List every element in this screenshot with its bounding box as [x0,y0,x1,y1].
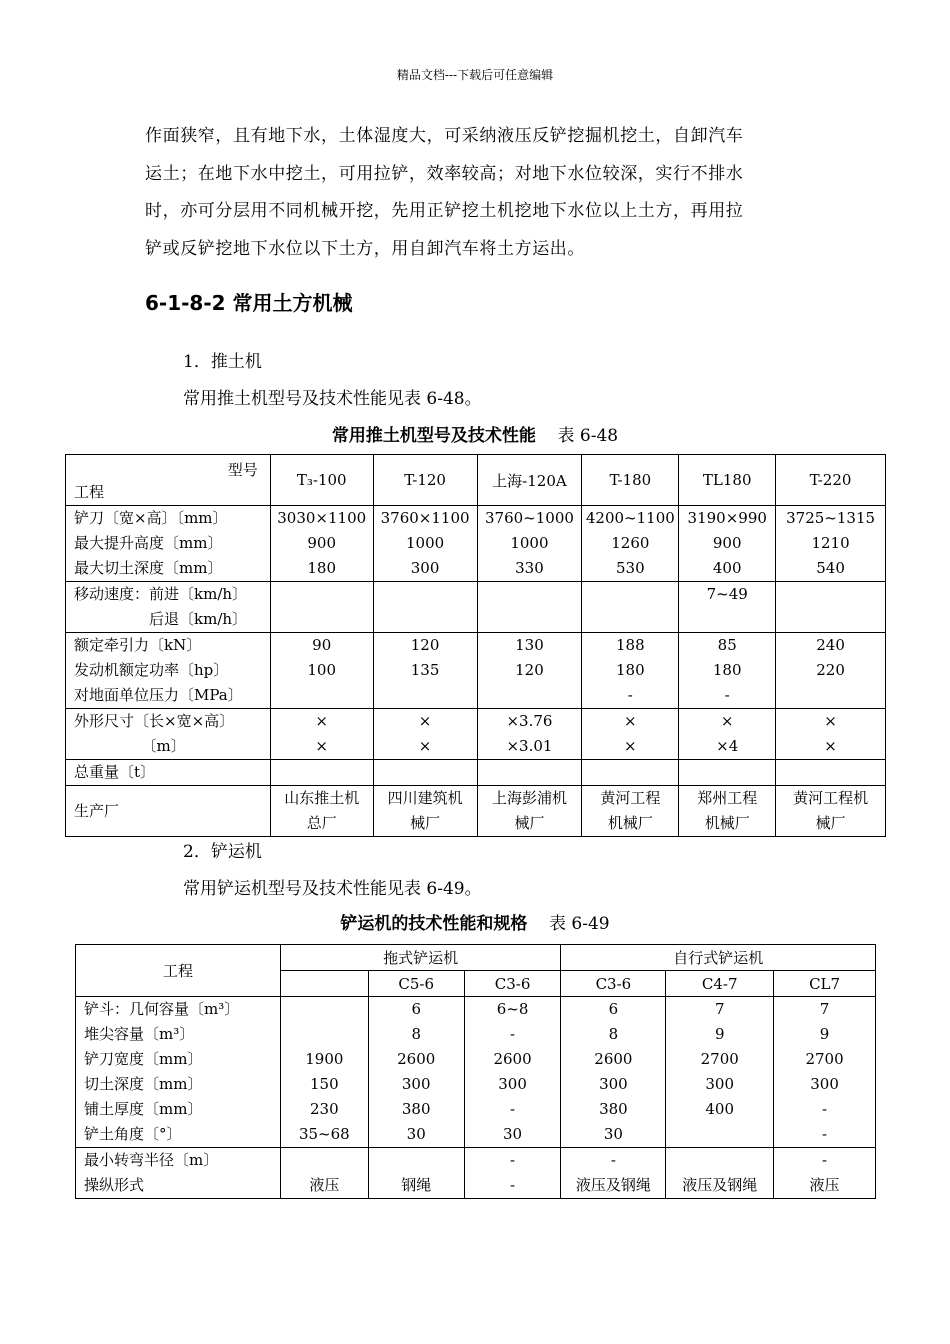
table-cell: 3760×1100 1000 300 [373,506,477,582]
intro-line: 时，亦可分层用不同机械开挖，先用正铲挖土机挖地下水位以上土方，再用拉 [145,201,744,221]
model-header-cell: C5-6 [368,971,464,997]
row-label: 对地面单位压力〔MPa〕 [74,686,243,704]
row-label: 切土深度〔mm〕 [84,1075,203,1093]
model-header-cell [280,971,368,997]
table-cell: 120 135 [373,633,477,709]
diagonal-header-cell [66,455,271,506]
row-label: 外形尺寸〔长×宽×高〕 [74,712,235,730]
row-label: 移动速度：前进〔km/h〕 [74,585,248,603]
caption-title: 铲运机的技术性能和规格 [340,914,528,934]
table-cell: 3725~1315 1210 540 [776,506,886,582]
row-label: 生产厂 [74,801,120,820]
table-cell [373,582,477,633]
table-row [66,633,886,709]
scraper-intro: 常用铲运机型号及技术性能见表 6-49。 [183,879,482,899]
model-header-cell: C3-6 [464,971,561,997]
bulldozer-intro: 常用推土机型号及技术性能见表 6-48。 [183,389,482,409]
table-cell: 液压 [280,1148,368,1199]
table-row [66,709,886,760]
row-labels [76,997,281,1148]
table-cell [776,582,886,633]
model-header-cell: T-220 [776,455,886,506]
table-cell: 130 120 [477,633,582,709]
scraper-table [75,944,876,1199]
table-cell: 7 9 2700 300 - - [774,997,876,1148]
table-cell: 188 180 - [582,633,679,709]
row-labels [66,582,271,633]
table-cell: 7 9 2700 300 400 [666,997,774,1148]
maker-cell: 上海彭浦机 械厂 [477,786,582,837]
row-label: 后退〔km/h〕 [74,610,248,628]
table-649-caption [0,909,950,934]
maker-cell: 四川建筑机 械厂 [373,786,477,837]
table-cell [270,760,373,786]
row-label: 堆尖容量〔m³〕 [84,1025,195,1043]
table-cell [270,582,373,633]
section-heading: 6-1-8-2 常用土方机械 [145,291,353,315]
maker-cell: 黄河工程机 械厂 [776,786,886,837]
table-cell: 6 8 2600 300 380 30 [368,997,464,1148]
table-cell: 钢绳 [368,1148,464,1199]
table-648-caption [0,421,950,446]
intro-line: 铲或反铲挖地下水位以下土方，用自卸汽车将土方运出。 [145,238,585,259]
table-cell: - 液压及钢绳 [561,1148,666,1199]
table-row [66,760,886,786]
table-cell: × × [373,709,477,760]
model-header-cell: T-180 [582,455,679,506]
table-cell: 3030×1100 900 180 [270,506,373,582]
table-cell: 4200~1100 1260 530 [582,506,679,582]
caption-title: 常用推土机型号及技术性能 [331,426,536,446]
group-header-towed: 拖式铲运机 [280,945,561,971]
table-cell: × × [582,709,679,760]
bulldozer-title: 1．推土机 [183,352,262,372]
model-header-cell: C4-7 [666,971,774,997]
row-label: 最大切土深度〔mm〕 [74,559,223,577]
row-labels [66,786,271,837]
maker-cell: 郑州工程 机械厂 [679,786,776,837]
table-cell: 3190×990 900 400 [679,506,776,582]
table-row [76,1148,876,1199]
model-header-cell: T-120 [373,455,477,506]
table-row [76,997,876,1148]
table-cell [373,760,477,786]
row-labels [66,506,271,582]
maker-cell: 山东推土机 总厂 [270,786,373,837]
row-labels [66,633,271,709]
table-cell: 1900 150 230 35~68 [280,997,368,1148]
model-header-cell: TL180 [679,455,776,506]
row-labels [66,760,271,786]
table-cell: 6~8 - 2600 300 - 30 [464,997,561,1148]
header-item-label: 工程 [74,483,105,501]
table-cell: 3760~1000 1000 330 [477,506,582,582]
table-cell: 7~49 [679,582,776,633]
model-header-cell: T₃-100 [270,455,373,506]
intro-line: 作面狭窄，且有地下水，土体湿度大，可采纳液压反铲挖掘机挖土，自卸汽车 [145,126,744,146]
table-cell: - - [464,1148,561,1199]
row-label: 铲刀宽度〔mm〕 [84,1050,203,1068]
table-header-row [76,945,876,971]
caption-number: 表 6-48 [557,426,619,446]
table-cell: × × [776,709,886,760]
table-cell: 6 8 2600 300 380 30 [561,997,666,1148]
table-cell: × ×4 [679,709,776,760]
intro-paragraph [145,118,810,268]
table-cell [776,760,886,786]
caption-number: 表 6-49 [549,914,610,934]
model-header-cell: CL7 [774,971,876,997]
group-header-self: 自行式铲运机 [561,945,876,971]
maker-cell: 黄河工程 机械厂 [582,786,679,837]
row-label: 铲斗：几何容量〔m³〕 [84,1000,240,1018]
table-cell [477,760,582,786]
row-labels [76,1148,281,1199]
table-cell: 85 180 - [679,633,776,709]
page-header: 精品文档---下载后可任意编辑 [396,68,554,82]
header-model-label: 型号 [227,461,258,479]
table-cell: - 液压 [774,1148,876,1199]
table-cell [477,582,582,633]
row-label: 总重量〔t〕 [74,763,156,781]
model-header-cell: C3-6 [561,971,666,997]
table-cell [679,760,776,786]
bulldozer-table [65,454,886,837]
row-label: 额定牵引力〔kN〕 [74,636,202,654]
table-cell: × × [270,709,373,760]
table-row [66,582,886,633]
row-label: 铲刀〔宽×高〕〔mm〕 [74,509,228,527]
table-header-row [66,455,886,506]
row-label: 铲土角度〔°〕 [84,1125,182,1143]
table-cell: ×3.76 ×3.01 [477,709,582,760]
table-cell: 240 220 [776,633,886,709]
table-row [66,506,886,582]
row-label: 〔m〕 [74,737,186,755]
row-label: 发动机额定功率〔hp〕 [74,661,229,679]
table-cell: 液压及钢绳 [666,1148,774,1199]
scraper-title: 2．铲运机 [183,842,262,862]
model-header-cell: 上海-120A [477,455,582,506]
row-label: 铺土厚度〔mm〕 [84,1100,203,1118]
item-header-cell: 工程 [76,945,281,997]
row-labels [66,709,271,760]
row-label: 操纵形式 [84,1176,145,1194]
table-cell [582,582,679,633]
table-cell [582,760,679,786]
table-row [66,786,886,837]
intro-line: 运土；在地下水中挖土，可用拉铲，效率较高；对地下水位较深，实行不排水 [145,163,744,184]
row-label: 最小转弯半径〔m〕 [84,1151,219,1169]
row-label: 最大提升高度〔mm〕 [74,534,223,552]
table-cell: 90 100 [270,633,373,709]
